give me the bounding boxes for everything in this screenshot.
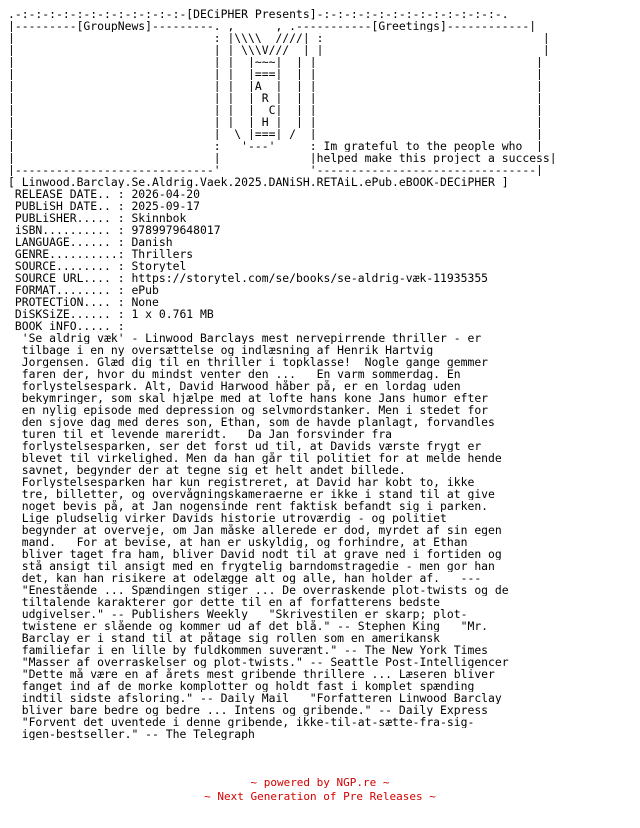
nfo-line: savnet, begynder der at tegne sig et helt andet billede. (8, 464, 406, 476)
nfo-line: | | | | H | | | | (8, 116, 543, 128)
nfo-line: stå ansigt til ansigt med en frygtelig barndomstragedie - men gor han (8, 560, 495, 572)
nfo-line: | | | \\\V/// | | | (8, 44, 550, 56)
nfo-line: tre, billetter, og overvågningskameraerne er ikke i stand til at give (8, 488, 495, 500)
nfo-line: begynder at overveje, om Jan måske allerede er dod, myrdet af sin egen (8, 524, 502, 536)
nfo-line: igen-bestseller." -- The Telegraph (8, 728, 255, 740)
nfo-line: PUBLiSH DATE.. : 2025-09-17 (8, 200, 201, 212)
nfo-line: det, kan han risikere at odelægge alt og alle, han holder af. --- (8, 572, 482, 584)
nfo-line: bliver taget fra ham, bliver David nodt til at grave ned i fortiden og (8, 548, 502, 560)
nfo-line: Jorgensen. Glæd dig til en thriller i topklasse! Nogle gange gemmer (8, 356, 489, 368)
nfo-line: | | |helped make this project a success| (8, 152, 557, 164)
nfo-line: | | | | C| | | | (8, 104, 543, 116)
nfo-line: tilbage i en ny oversættelse og indlæsning af Henrik Hartvig (8, 344, 434, 356)
nfo-line: turen til et levende mareridt. Da Jan forsvinder fra (8, 428, 393, 440)
nfo-line: DiSKSiZE...... : 1 x 0.761 MB (8, 308, 214, 320)
nfo-line: twistene er slående og kommer ud af det blå." -- Stephen King "Mr. (8, 620, 489, 632)
nfo-line: blevet til virkelighed. Men da han går til politiet for at melde hende (8, 452, 502, 464)
nfo-line: fanget ind af de morke komplotter og holdt fast i komplet spænding (8, 680, 475, 692)
nfo-line: bliver bare bedre og bedre ... Intens og gribende." -- Daily Express (8, 704, 489, 716)
nfo-line: forlystelsespark. Alt, David Harwood håber på, er en lordag uden (8, 380, 461, 392)
nfo-line: "Dette må være en af årets mest gribende thrillere ... Læseren bliver (8, 668, 495, 680)
nfo-line: PUBLiSHER..... : Skinnbok (8, 212, 187, 224)
nfo-line: | | | |===| | | | (8, 68, 543, 80)
nfo-line: | | | |A | | | | (8, 80, 543, 92)
nfo-line: udgivelser." -- Publishers Weekly "Skrivestilen er skarp; plot- (8, 608, 468, 620)
nfo-line: .-:-:-:-:-:-:-:-:-:-:-:-:-[DECiPHER Presents]-:-:-:-:-:-:-:-:-:-:-:-:-:-. (8, 8, 509, 20)
nfo-line: iSBN.......... : 9789979648017 (8, 224, 221, 236)
nfo-line: indtil sidste afsloring." -- Daily Mail "Forfatteren Linwood Barclay (8, 692, 502, 704)
nfo-line: PROTECTiON.... : None (8, 296, 159, 308)
nfo-text-block (8, 8, 557, 740)
nfo-line: BOOK iNFO..... : (8, 320, 125, 332)
nfo-line: SOURCE........ : Storytel (8, 260, 187, 272)
nfo-line: |---------[GroupNews]---------. , , .-----------[Greetings]------------| (8, 20, 537, 32)
nfo-line: "Masser af overraskelser og plot-twists." -- Seattle Post-Intelligencer (8, 656, 509, 668)
footer-powered-by: ~ powered by NGP.re ~ (250, 776, 390, 789)
footer-tagline: ~ Next Generation of Pre Releases ~ (204, 790, 436, 803)
nfo-line: den sjove dag med deres son, Ethan, som de havde planlagt, forvandles (8, 416, 495, 428)
nfo-line: | | | | R | | | | (8, 92, 543, 104)
nfo-line: GENRE..........: Thrillers (8, 248, 194, 260)
nfo-line: | : '---' : Im grateful to the people who | (8, 140, 543, 152)
nfo-line: | | | |~~~| | | | (8, 56, 543, 68)
nfo-line: bekymringer, som skal hjælpe med at lofte hans kone Jans humor efter (8, 392, 489, 404)
nfo-line: SOURCE URL.... : https://storytel.com/se/books/se-aldrig-væk-11935355 (8, 272, 489, 284)
nfo-line: | | \ |===| / | | (8, 128, 543, 140)
nfo-line: | : |\\\\ ////| : | (8, 32, 550, 44)
nfo-line: "Enestående ... Spændingen stiger ... De overraskende plot-twists og de (8, 584, 509, 596)
nfo-line: en nylig episode med depression og selvmordstanker. Men i stedet for (8, 404, 489, 416)
nfo-line: [ Linwood.Barclay.Se.Aldrig.Vaek.2025.DANiSH.RETAiL.ePub.eBOOK-DECiPHER ] (8, 176, 509, 188)
nfo-line: faren der, hvor du mindst venter den ... En varm sommerdag. En (8, 368, 461, 380)
nfo-line: 'Se aldrig væk' - Linwood Barclays mest nervepirrende thriller - er (8, 332, 482, 344)
nfo-line: "Forvent det uventede i denne gribende, ikke-til-at-sætte-fra-sig- (8, 716, 475, 728)
nfo-line: familiefar i en lille by fuldkommen suverænt." -- The New York Times (8, 644, 489, 656)
nfo-line: LANGUAGE...... : Danish (8, 236, 173, 248)
nfo-line: noget bevis på, at Jan nogensinde rent faktisk befandt sig i parken. (8, 500, 489, 512)
nfo-line: mand. For at bevise, at han er uskyldig, og forhindre, at Ethan (8, 536, 468, 548)
nfo-line: Lige pludselig virker Davids historie utroværdig - og politiet (8, 512, 447, 524)
nfo-line: tiltalende karakterer gor dette til en af forfatterens bedste (8, 596, 441, 608)
nfo-line: Forlystelsesparken har kun registreret, at David har kobt to, ikke (8, 476, 475, 488)
nfo-line: RELEASE DATE.. : 2026-04-20 (8, 188, 201, 200)
nfo-line: Barclay er i stand til at påtage sig rollen som en amerikansk (8, 632, 441, 644)
nfo-line: FORMAT........ : ePub (8, 284, 159, 296)
nfo-line: |-----------------------------' '--------------------------------| (8, 164, 543, 176)
nfo-line: forlystelsesparken, ser det forst ud til, at Davids værste frygt er (8, 440, 482, 452)
